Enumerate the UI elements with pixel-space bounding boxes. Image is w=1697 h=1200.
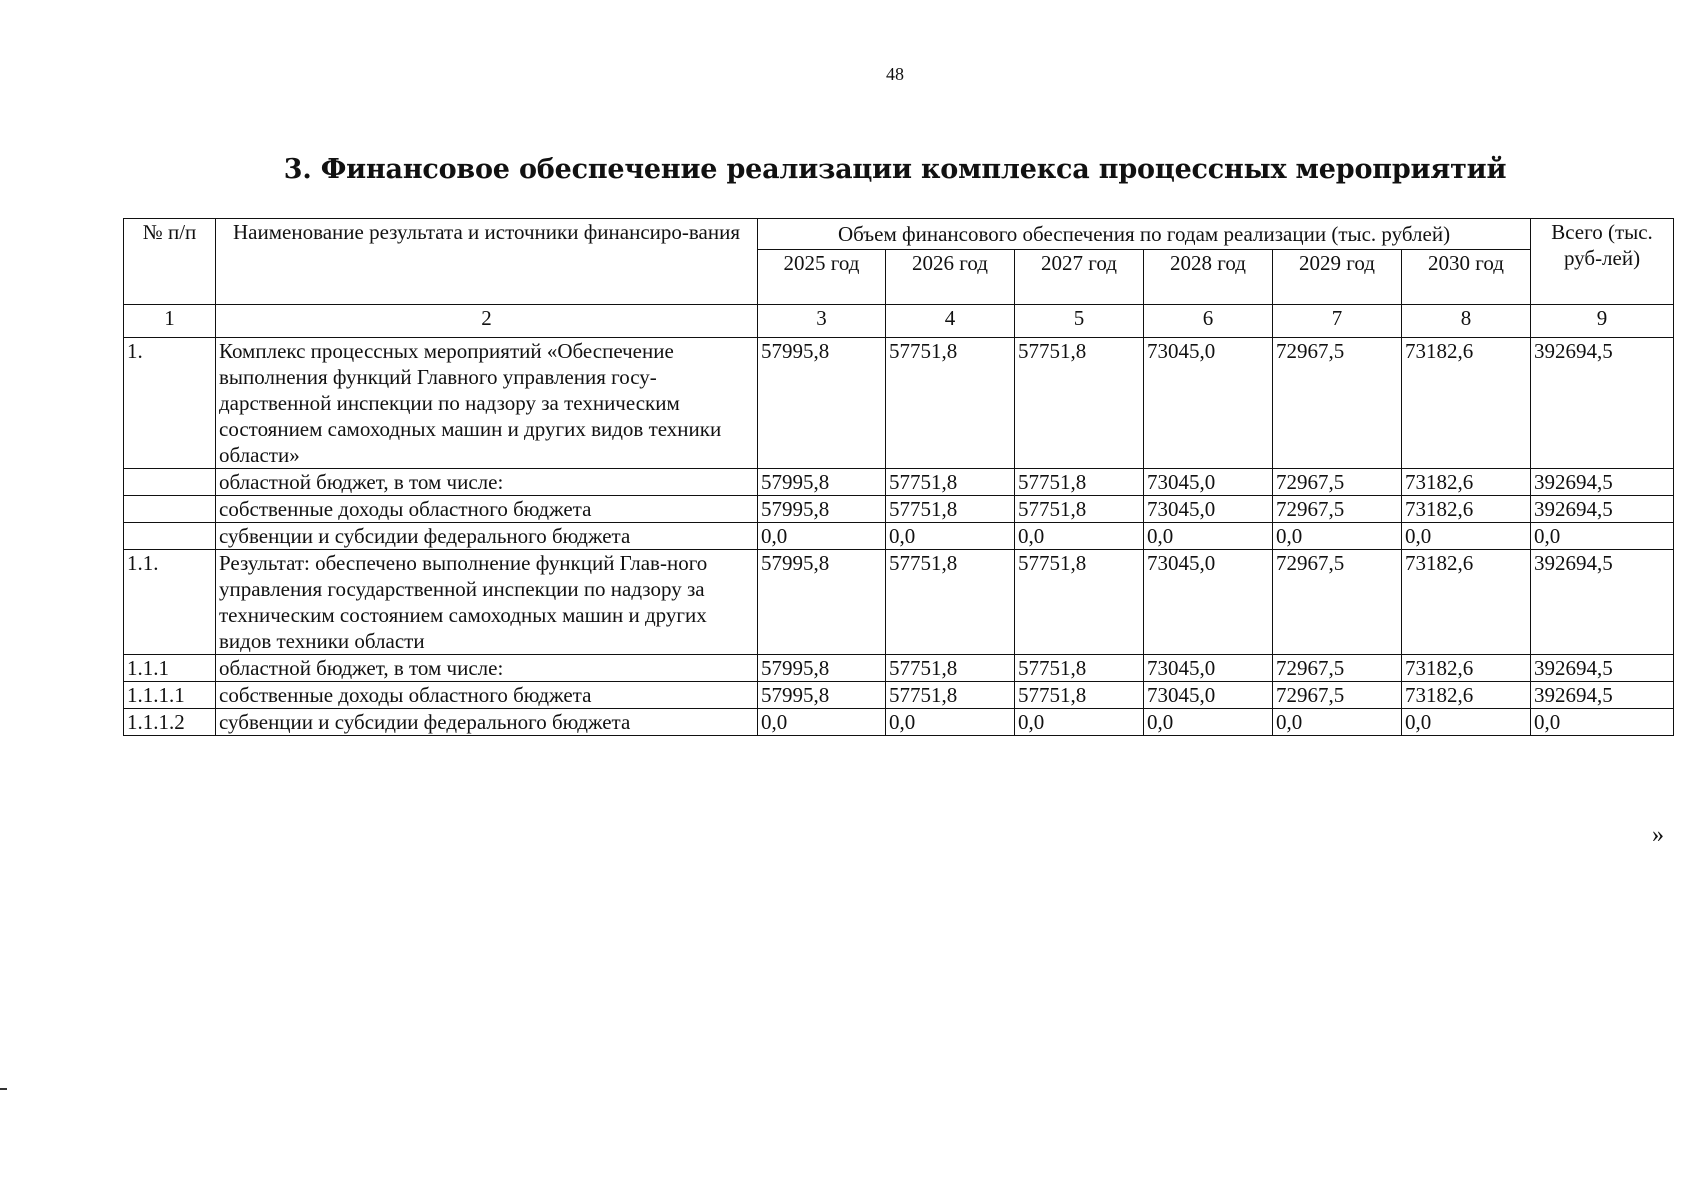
row-value: 57751,8 [1015, 469, 1144, 496]
header-year: 2029 год [1273, 250, 1402, 305]
row-value: 0,0 [758, 523, 886, 550]
column-number-row [124, 305, 1674, 338]
table-row [124, 338, 1674, 469]
row-value: 0,0 [1015, 709, 1144, 736]
row-name: субвенции и субсидии федерального бюджета [216, 709, 758, 736]
header-year: 2025 год [758, 250, 886, 305]
column-number: 8 [1402, 305, 1531, 338]
row-value: 0,0 [1015, 523, 1144, 550]
row-total: 392694,5 [1531, 655, 1674, 682]
row-value: 72967,5 [1273, 496, 1402, 523]
table-row [124, 682, 1674, 709]
row-value: 72967,5 [1273, 338, 1402, 469]
row-value: 72967,5 [1273, 655, 1402, 682]
row-value: 72967,5 [1273, 469, 1402, 496]
row-total: 392694,5 [1531, 550, 1674, 655]
row-number: 1. [124, 338, 216, 469]
row-value: 57751,8 [886, 496, 1015, 523]
column-number: 6 [1144, 305, 1273, 338]
header-row-1 [124, 219, 1674, 250]
row-total: 392694,5 [1531, 469, 1674, 496]
row-value: 57751,8 [1015, 550, 1144, 655]
row-value: 57995,8 [758, 550, 886, 655]
column-number: 5 [1015, 305, 1144, 338]
row-value: 73182,6 [1402, 682, 1531, 709]
column-number: 3 [758, 305, 886, 338]
row-value: 57751,8 [886, 682, 1015, 709]
header-year: 2028 год [1144, 250, 1273, 305]
row-name: субвенции и субсидии федерального бюджета [216, 523, 758, 550]
table-row [124, 523, 1674, 550]
row-name: собственные доходы областного бюджета [216, 682, 758, 709]
page-number: 48 [886, 64, 904, 84]
row-value: 73045,0 [1144, 496, 1273, 523]
column-number: 2 [216, 305, 758, 338]
row-value: 57751,8 [886, 550, 1015, 655]
row-value: 73045,0 [1144, 338, 1273, 469]
row-value: 73045,0 [1144, 550, 1273, 655]
row-value: 0,0 [758, 709, 886, 736]
row-value: 57751,8 [1015, 682, 1144, 709]
row-value: 57995,8 [758, 469, 886, 496]
row-value: 73182,6 [1402, 655, 1531, 682]
row-value: 57751,8 [1015, 338, 1144, 469]
column-number: 4 [886, 305, 1015, 338]
header-name: Наименование результата и источники финансиро-вания [216, 219, 758, 305]
row-total: 392694,5 [1531, 338, 1674, 469]
table-row [124, 709, 1674, 736]
header-volume: Объем финансового обеспечения по годам реализации (тыс. рублей) [758, 219, 1531, 250]
row-value: 73182,6 [1402, 338, 1531, 469]
table-row [124, 655, 1674, 682]
financing-table [123, 218, 1674, 736]
row-value: 57751,8 [886, 338, 1015, 469]
row-name: собственные доходы областного бюджета [216, 496, 758, 523]
row-value: 0,0 [1402, 709, 1531, 736]
page-title: 3. Финансовое обеспечение реализации комплекса процессных мероприятий [283, 154, 1507, 185]
row-number: 1.1.1 [124, 655, 216, 682]
header-year: 2030 год [1402, 250, 1531, 305]
row-value: 57995,8 [758, 496, 886, 523]
row-value: 0,0 [1273, 523, 1402, 550]
row-value: 57751,8 [886, 655, 1015, 682]
row-value: 72967,5 [1273, 550, 1402, 655]
row-value: 73045,0 [1144, 469, 1273, 496]
row-value: 0,0 [1402, 523, 1531, 550]
row-number [124, 469, 216, 496]
row-number [124, 496, 216, 523]
row-value: 57995,8 [758, 338, 886, 469]
table-row [124, 496, 1674, 523]
row-number: 1.1.1.2 [124, 709, 216, 736]
row-total: 0,0 [1531, 523, 1674, 550]
row-value: 57751,8 [1015, 655, 1144, 682]
header-year: 2026 год [886, 250, 1015, 305]
row-number: 1.1. [124, 550, 216, 655]
row-total: 0,0 [1531, 709, 1674, 736]
row-name: Комплекс процессных мероприятий «Обеспечение выполнения функций Главного управления госу-дарственной инспекции по надзору за техническим состоянием самоходных машин и других видов техники области» [216, 338, 758, 469]
row-value: 57751,8 [1015, 496, 1144, 523]
row-name: Результат: обеспечено выполнение функций Глав-ного управления государственной инспекции по надзору за техническим состоянием самоходных машин и других видов техники области [216, 550, 758, 655]
column-number: 1 [124, 305, 216, 338]
header-year: 2027 год [1015, 250, 1144, 305]
row-value: 72967,5 [1273, 682, 1402, 709]
row-value: 73182,6 [1402, 550, 1531, 655]
row-value: 57995,8 [758, 655, 886, 682]
row-value: 73182,6 [1402, 469, 1531, 496]
margin-mark [0, 1088, 7, 1090]
column-number: 9 [1531, 305, 1674, 338]
row-value: 0,0 [886, 709, 1015, 736]
header-num: № п/п [124, 219, 216, 305]
closing-quote: » [1652, 822, 1664, 848]
row-value: 73045,0 [1144, 655, 1273, 682]
header-total: Всего (тыс. руб-лей) [1531, 219, 1674, 305]
table-row [124, 550, 1674, 655]
row-value: 0,0 [886, 523, 1015, 550]
row-value: 73045,0 [1144, 682, 1273, 709]
column-number: 7 [1273, 305, 1402, 338]
row-name: областной бюджет, в том числе: [216, 655, 758, 682]
table-row [124, 469, 1674, 496]
row-total: 392694,5 [1531, 496, 1674, 523]
row-name: областной бюджет, в том числе: [216, 469, 758, 496]
row-number [124, 523, 216, 550]
row-value: 0,0 [1144, 523, 1273, 550]
row-number: 1.1.1.1 [124, 682, 216, 709]
row-value: 0,0 [1144, 709, 1273, 736]
row-value: 57995,8 [758, 682, 886, 709]
row-total: 392694,5 [1531, 682, 1674, 709]
row-value: 57751,8 [886, 469, 1015, 496]
row-value: 73182,6 [1402, 496, 1531, 523]
row-value: 0,0 [1273, 709, 1402, 736]
